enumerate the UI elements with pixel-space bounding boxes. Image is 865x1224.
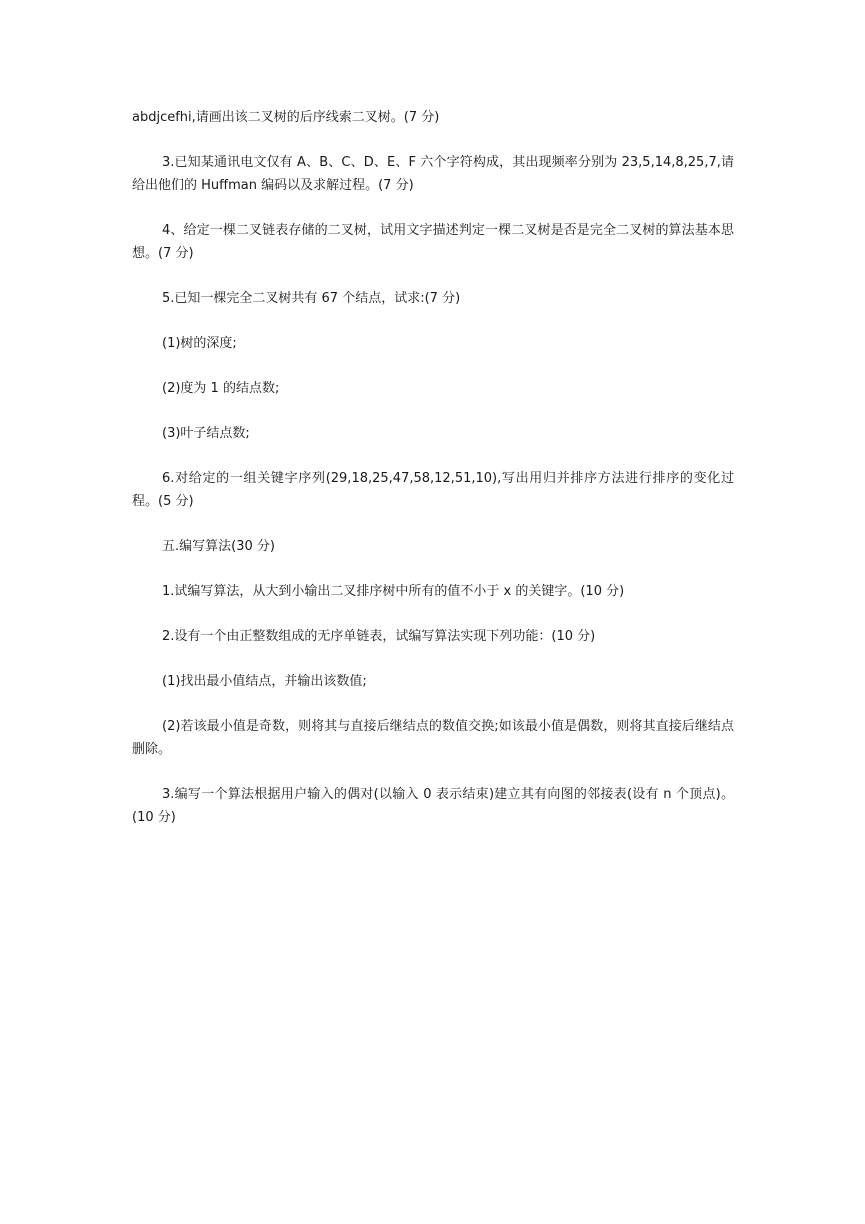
paragraph-question-5-part-1: (1)树的深度; bbox=[162, 336, 237, 351]
paragraph-question-5-part-2: (2)度为 1 的结点数; bbox=[162, 381, 280, 396]
paragraph-algorithm-2: 2.设有一个由正整数组成的无序单链表，试编写算法实现下列功能：(10 分) bbox=[162, 629, 596, 644]
paragraph-question-5-part-3: (3)叶子结点数; bbox=[162, 426, 250, 441]
paragraph-algorithm-2-part-2: (2)若该最小值是奇数，则将其与直接后继结点的数值交换;如该最小值是偶数，则将其直接后继结点删除。 bbox=[132, 719, 734, 757]
paragraph-algorithm-1: 1.试编写算法，从大到小输出二叉排序树中所有的值不小于 x 的关键字。(10 分) bbox=[162, 584, 625, 599]
paragraph-question-3-huffman: 3.已知某通讯电文仅有 A、B、C、D、E、F 六个字符构成，其出现频率分别为 23,5,14,8,25,7,请给出他们的 Huffman 编码以及求解过程。(7 分) bbox=[132, 155, 734, 193]
paragraph-question-4-complete-tree: 4、给定一棵二叉链表存储的二叉树，试用文字描述判定一棵二叉树是否是完全二叉树的算法基本思想。(7 分) bbox=[132, 223, 734, 261]
section-heading-algorithms: 五.编写算法(30 分) bbox=[162, 539, 275, 554]
paragraph-question-5: 5.已知一棵完全二叉树共有 67 个结点，试求:(7 分) bbox=[162, 291, 461, 306]
paragraph-question-6-merge-sort: 6.对给定的一组关键字序列(29,18,25,47,58,12,51,10),写出用归并排序方法进行排序的变化过程。(5 分) bbox=[132, 471, 734, 509]
paragraph-question-2-continuation: abdjcefhi,请画出该二叉树的后序线索二叉树。(7 分) bbox=[132, 110, 440, 125]
document-body bbox=[132, 106, 734, 851]
paragraph-algorithm-3: 3.编写一个算法根据用户输入的偶对(以输入 0 表示结束)建立其有向图的邻接表(设有 n 个顶点)。(10 分) bbox=[132, 787, 734, 825]
paragraph-algorithm-2-part-1: (1)找出最小值结点，并输出该数值; bbox=[162, 674, 367, 689]
